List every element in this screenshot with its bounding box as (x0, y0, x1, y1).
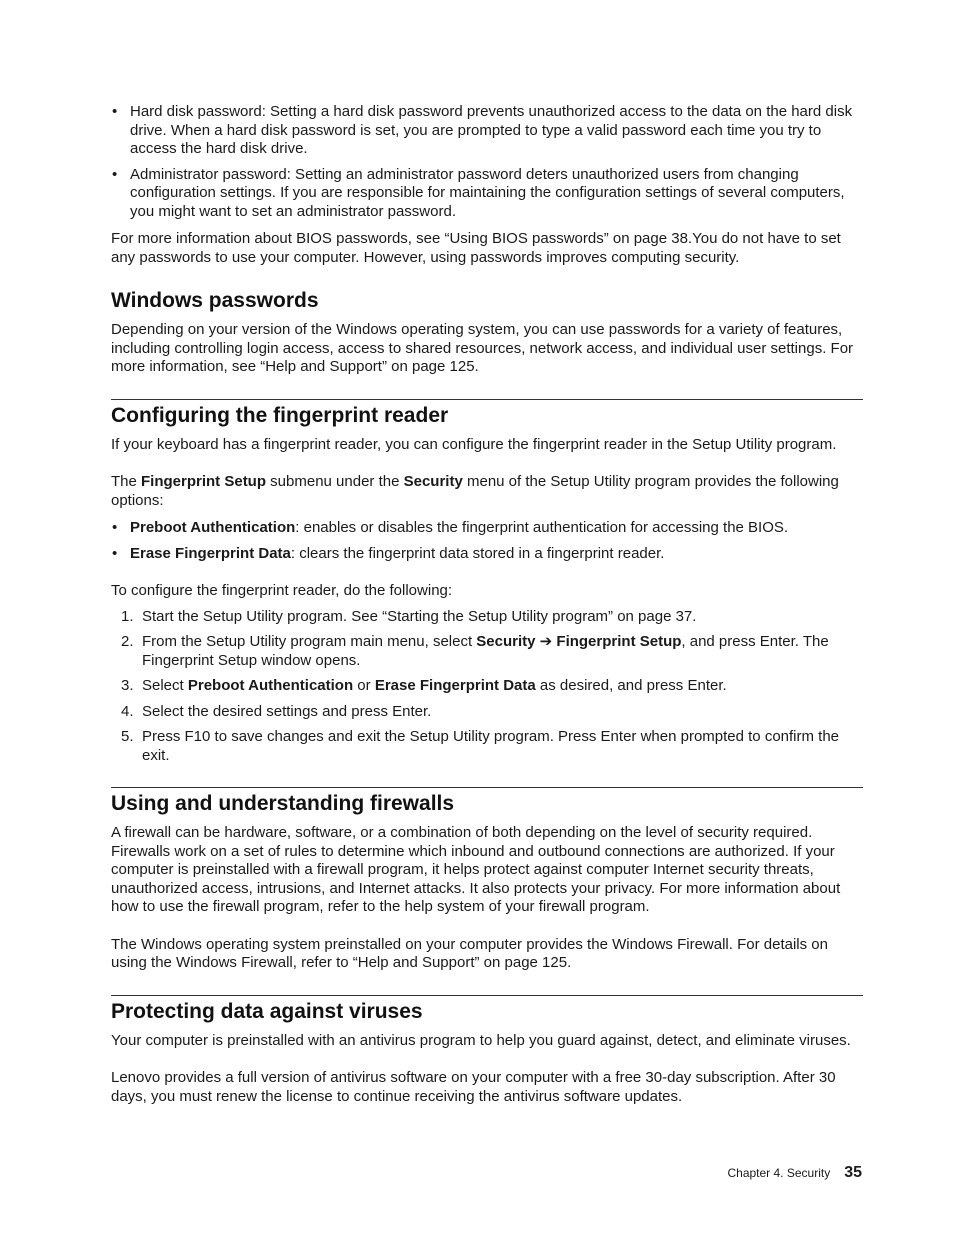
step-item: 3. Select Preboot Authentication or Erase Fingerprint Data as desired, and press Enter. (121, 677, 727, 694)
fingerprint-submenu-paragraph: The Fingerprint Setup submenu under the Security menu of the Setup Utility program provides the following options: (111, 473, 839, 509)
preboot-authentication-term: Preboot Authentication (187, 677, 354, 694)
bullet-icon: • (112, 519, 118, 536)
step-text: Press F10 to save changes and exit the Setup Utility program. Press Enter when prompted to confirm the exit. (142, 728, 840, 764)
viruses-paragraph-2: Lenovo provides a full version of antivirus software on your computer with a free 30-day subscription. After 30 days, you must renew the license to continue receiving the antivirus software updates. (111, 1069, 836, 1105)
step-text: Select the desired settings and press Enter. (142, 702, 432, 720)
bios-password-paragraph: For more information about BIOS passwords, see “Using BIOS passwords” on page 38.You do not have to set any passwords to use your computer. However, using passwords improves computing security. (111, 230, 841, 266)
section-title-fingerprint: Configuring the fingerprint reader (111, 403, 449, 427)
step-number: 4. (121, 702, 134, 720)
step-number: 5. (121, 728, 134, 745)
step-item (111, 703, 863, 722)
chapter-label: Chapter 4. Security (727, 1166, 831, 1180)
security-menu-term: Security (403, 473, 463, 490)
viruses-paragraph-1: Your computer is preinstalled with an antivirus program to help you guard against, detect, and eliminate viruses. (111, 1031, 851, 1049)
option-desc: : enables or disables the fingerprint authentication for accessing the BIOS. (295, 519, 789, 536)
section-divider (111, 399, 863, 400)
erase-fingerprint-data-term: Erase Fingerprint Data (374, 677, 536, 694)
bullet-icon: • (112, 165, 118, 183)
steps-intro: To configure the fingerprint reader, do the following: (111, 582, 453, 599)
configuration-steps (111, 608, 863, 766)
step-item (111, 608, 863, 627)
fingerprint-options-list (111, 519, 863, 563)
windows-passwords-paragraph: Depending on your version of the Windows operating system, you can use passwords for a variety of features, including controlling login access, access to shared resources, network access, and individual user settings. For more information, see “Help and Support” on page 125. (111, 321, 854, 375)
option-name: Erase Fingerprint Data (130, 544, 291, 562)
bullet-icon: • (112, 544, 118, 562)
step-item: 2. From the Setup Utility program main menu, select Security ➔ Fingerprint Setup, and press Enter. The Fingerprint Setup window opens. (121, 633, 829, 669)
page-content (111, 103, 863, 1106)
list-item (111, 519, 863, 538)
step-number: 1. (121, 607, 134, 625)
step-number: 2. (121, 633, 134, 650)
list-item-text: Hard disk password: Setting a hard disk password prevents unauthorized access to the data on the hard disk drive. When a hard disk password is set, you are prompted to type a valid password each time you try to access the hard disk drive. (130, 103, 853, 157)
section-title-viruses: Protecting data against viruses (111, 999, 423, 1023)
section-divider (111, 787, 863, 788)
list-item (111, 103, 863, 159)
section-divider (111, 995, 863, 996)
password-types-list (111, 103, 863, 221)
section-title-firewalls: Using and understanding firewalls (111, 792, 455, 815)
page-footer (727, 1164, 862, 1182)
list-item (111, 166, 863, 222)
option-name: Preboot Authentication (130, 519, 296, 536)
option-desc: : clears the fingerprint data stored in a fingerprint reader. (290, 544, 665, 562)
bullet-icon: • (112, 103, 118, 120)
firewalls-paragraph-2: The Windows operating system preinstalled on your computer provides the Windows Firewall. For details on using the Windows Firewall, refer to “Help and Support” on page 125. (111, 935, 828, 971)
list-item-text: Administrator password: Setting an administrator password deters unauthorized users from changing configuration settings. If you are responsible for maintaining the configuration settings of several computers, you might want to set an administrator password. (130, 165, 845, 220)
arrow-right-icon: ➔ (535, 633, 557, 650)
page-number: 35 (844, 1164, 862, 1181)
section-title-windows-passwords: Windows passwords (111, 289, 319, 312)
fingerprint-setup-term: Fingerprint Setup (556, 633, 682, 650)
security-menu-term: Security (476, 633, 536, 650)
step-number: 3. (121, 677, 134, 694)
step-text: Start the Setup Utility program. See “Starting the Setup Utility program” on page 37. (142, 607, 697, 625)
fingerprint-intro: If your keyboard has a fingerprint reader, you can configure the fingerprint reader in the Setup Utility program. (111, 435, 837, 453)
list-item (111, 545, 863, 564)
step-item (111, 728, 863, 765)
firewalls-paragraph-1: A firewall can be hardware, software, or a combination of both depending on the level of security required. Firewalls work on a set of rules to determine which inbound and outbound connections are authorized. If your computer is preinstalled with a firewall program, it helps protect against computer Internet security threats, unauthorized access, intrusions, and Internet attacks. It also protects your privacy. For more information about how to use the firewall program, refer to the help system of your firewall program. (111, 824, 841, 915)
fingerprint-setup-term: Fingerprint Setup (141, 473, 267, 490)
